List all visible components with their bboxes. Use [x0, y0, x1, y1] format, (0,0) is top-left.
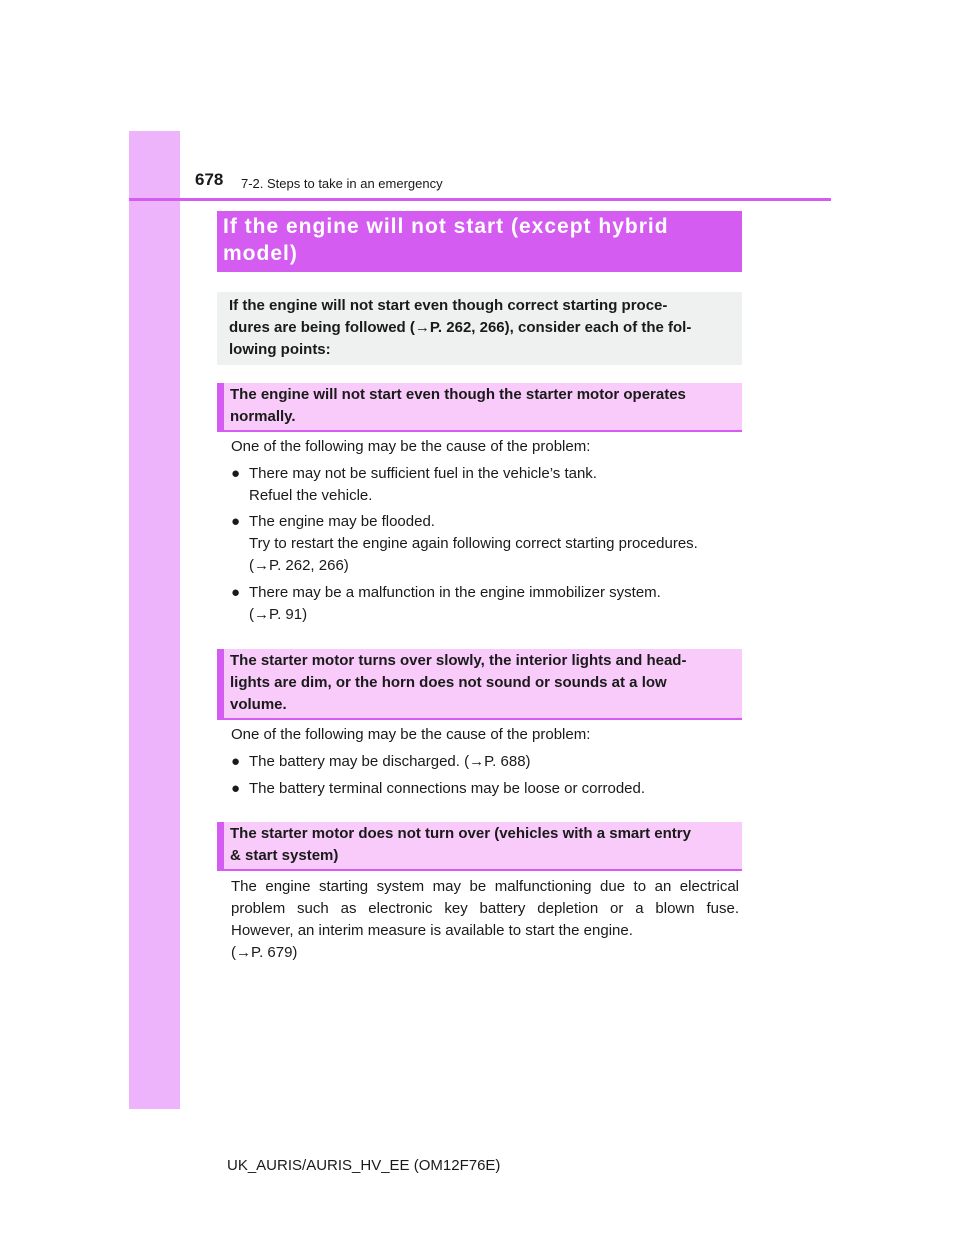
- list-item: [231, 582, 741, 626]
- body-line: The engine starting system may be malfunctioning due to an electrical: [231, 878, 739, 895]
- subheading-line: The starter motor does not turn over (vehicles with a smart entry: [230, 825, 691, 842]
- body-line: (→P. 679): [231, 944, 298, 961]
- body-line: However, an interim measure is available to start the engine.: [231, 922, 633, 939]
- subheading-line: & start system): [230, 847, 339, 864]
- list-item-line: (→P. 91): [249, 606, 308, 623]
- bullet-icon: ●: [231, 465, 241, 482]
- body-line: problem such as electronic key battery depletion or a blown fuse.: [231, 900, 739, 917]
- document-footer-code: UK_AURIS/AURIS_HV_EE (OM12F76E): [227, 1157, 501, 1174]
- list-item: [231, 463, 741, 507]
- side-tab-strip: [129, 131, 180, 1109]
- list-item: [231, 751, 741, 773]
- list-item-line: There may be a malfunction in the engine immobilizer system.: [249, 584, 661, 601]
- page-title-bar: [217, 211, 742, 272]
- intro-box: [217, 292, 742, 365]
- bullet-icon: ●: [231, 753, 241, 770]
- list-item-line: The engine may be flooded.: [249, 513, 435, 530]
- page-title-line-2: model): [223, 242, 298, 265]
- list-item: [231, 511, 741, 577]
- section-lead: One of the following may be the cause of the problem:: [231, 438, 591, 455]
- list-item: [231, 778, 741, 800]
- subheading-starter-slow: [217, 649, 742, 720]
- bullet-icon: ●: [231, 780, 241, 797]
- section-reference: 7-2. Steps to take in an emergency: [241, 176, 443, 191]
- list-item-line: Refuel the vehicle.: [249, 487, 373, 504]
- page-number: 678: [195, 170, 224, 189]
- page-title: [223, 213, 736, 267]
- subheading-line: volume.: [230, 696, 287, 713]
- intro-line-1: If the engine will not start even though correct starting proce-: [229, 297, 668, 314]
- bullet-icon: ●: [231, 584, 241, 601]
- list-item-line: (→P. 262, 266): [249, 557, 349, 574]
- subheading-starter-no-turn: [217, 822, 742, 871]
- page-title-line-1: If the engine will not start (except hybrid: [223, 215, 669, 238]
- list-item-line: There may not be sufficient fuel in the vehicle’s tank.: [249, 465, 597, 482]
- section-body: [231, 876, 739, 964]
- header-divider: [129, 198, 831, 201]
- bullet-icon: ●: [231, 513, 241, 530]
- list-item-line: The battery may be discharged. (→P. 688): [249, 753, 531, 770]
- subheading-line: The engine will not start even though the starter motor operates: [230, 386, 686, 403]
- list-item-line: The battery terminal connections may be loose or corroded.: [249, 780, 646, 797]
- subheading-starter-normal: [217, 383, 742, 432]
- section-lead: One of the following may be the cause of the problem:: [231, 726, 591, 743]
- intro-line-2: dures are being followed (→P. 262, 266), consider each of the fol-: [229, 319, 692, 336]
- subheading-line: normally.: [230, 408, 296, 425]
- intro-text: [229, 295, 730, 361]
- subheading-line: The starter motor turns over slowly, the interior lights and head-: [230, 652, 687, 669]
- list-item-line: Try to restart the engine again following correct starting procedures.: [249, 535, 698, 552]
- subheading-line: lights are dim, or the horn does not sound or sounds at a low: [230, 674, 667, 691]
- intro-line-3: lowing points:: [229, 341, 331, 358]
